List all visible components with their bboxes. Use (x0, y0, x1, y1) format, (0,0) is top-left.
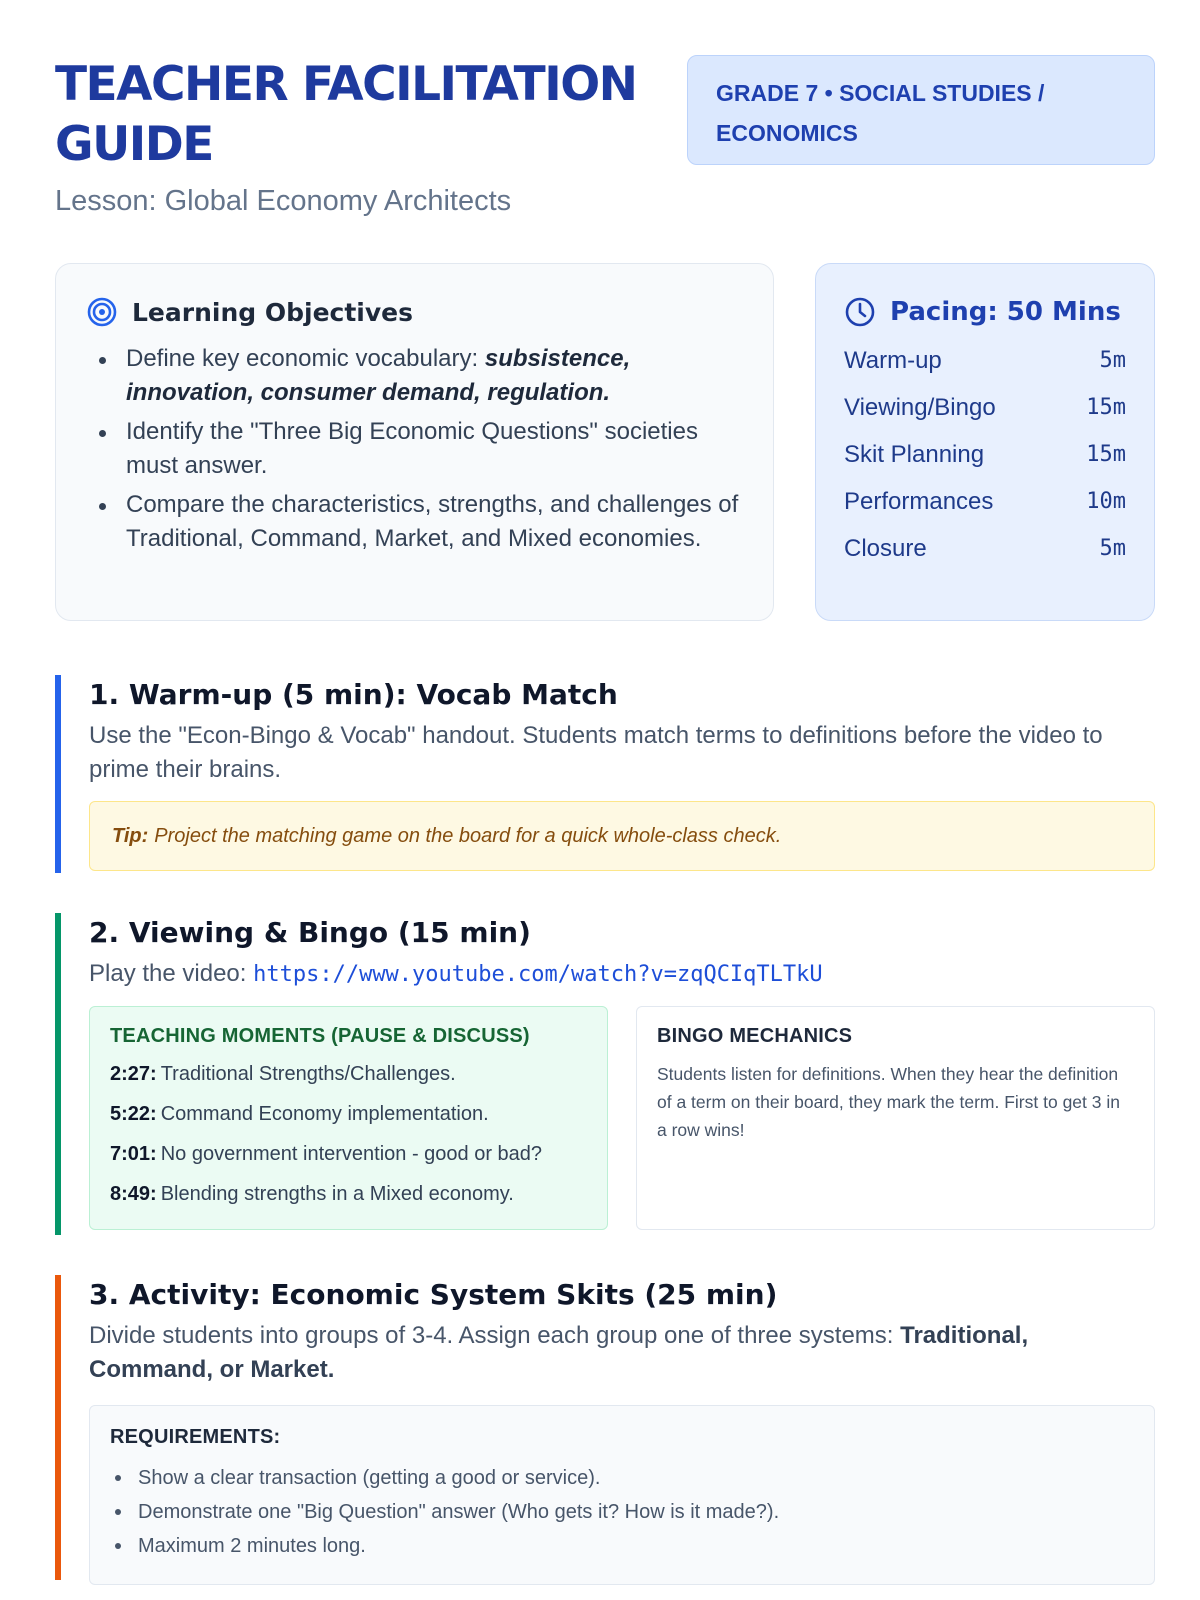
pacing-label: Viewing/Bingo (844, 393, 996, 421)
section-title: 3. Activity: Economic System Skits (25 min) (89, 1278, 778, 1311)
requirements-title: REQUIREMENTS: (110, 1426, 281, 1448)
objectives-title: Learning Objectives (132, 297, 413, 327)
pacing-minutes: 5m (1099, 348, 1126, 373)
section-accent-bar (55, 913, 61, 1235)
vocab-terms: subsistence, innovation, consumer demand, regulation. (126, 345, 631, 406)
tip-callout (89, 801, 1155, 871)
tip-text: Project the matching game on the board for a quick whole-class check. (154, 824, 782, 847)
viewing-columns (89, 1006, 1155, 1230)
teaching-moments-list (110, 1054, 587, 1214)
teaching-moment (110, 1134, 587, 1174)
section-accent-bar (55, 675, 61, 873)
pacing-label: Closure (844, 534, 927, 562)
activity-section (55, 1275, 1155, 1580)
lesson-subtitle: Lesson: Global Economy Architects (55, 185, 512, 217)
bingo-mechanics-text: Students listen for definitions. When they hear the definition of a term on their board, they mark the term. First to get 3 in a row wins! (657, 1064, 1120, 1140)
teaching-moment (110, 1094, 587, 1134)
teaching-moment (110, 1054, 587, 1094)
tip-label: Tip: (112, 824, 149, 847)
moment-text: Blending strengths in a Mixed economy. (160, 1183, 514, 1205)
pacing-minutes: 10m (1086, 489, 1126, 514)
grade-badge (687, 55, 1155, 165)
bingo-mechanics-box (636, 1006, 1155, 1230)
objective-item: Compare the characteristics, strengths, and challenges of Traditional, Command, Market, and Mixed economies. (86, 488, 743, 556)
pacing-minutes: 15m (1086, 395, 1126, 420)
section-title: 2. Viewing & Bingo (15 min) (89, 916, 531, 949)
pacing-list (844, 337, 1126, 572)
video-prompt: Play the video: (89, 960, 254, 987)
requirement-item: Maximum 2 minutes long. (110, 1529, 1134, 1563)
pacing-row (844, 337, 1126, 384)
pacing-label: Warm-up (844, 346, 942, 374)
pacing-heading (844, 294, 1126, 330)
objective-text: Define key economic vocabulary: (126, 345, 485, 372)
bingo-mechanics-title: BINGO MECHANICS (657, 1025, 853, 1047)
pacing-card (815, 263, 1155, 621)
requirements-box (89, 1405, 1155, 1585)
clock-icon (844, 296, 876, 328)
page-title: TEACHER FACILITATION GUIDE (55, 57, 637, 172)
pacing-minutes: 5m (1099, 536, 1126, 561)
requirement-item: Show a clear transaction (getting a good or service). (110, 1461, 1134, 1495)
pacing-row (844, 431, 1126, 478)
teaching-moments-box (89, 1006, 608, 1230)
teaching-moments-title: TEACHING MOMENTS (PAUSE & DISCUSS) (110, 1025, 530, 1047)
section-text (89, 1319, 1155, 1387)
moment-text: Traditional Strengths/Challenges. (160, 1063, 456, 1085)
pacing-label: Performances (844, 487, 994, 515)
learning-objectives-card (55, 263, 774, 621)
moment-timestamp: 7:01: (110, 1143, 157, 1165)
moment-text: Command Economy implementation. (160, 1103, 489, 1125)
target-icon (86, 296, 118, 328)
economic-systems: Traditional, Command, or Market. (89, 1322, 1029, 1383)
moment-timestamp: 8:49: (110, 1183, 157, 1205)
activity-instructions: Divide students into groups of 3-4. Assign each group one of three systems: (89, 1322, 901, 1349)
moment-timestamp: 2:27: (110, 1063, 157, 1085)
section-text (89, 957, 1155, 992)
video-link[interactable]: https://www.youtube.com/watch?v=zqQCIqTLTkU (253, 962, 823, 987)
pacing-minutes: 15m (1086, 442, 1126, 467)
objective-item: Identify the "Three Big Economic Questions" societies must answer. (86, 415, 743, 483)
objective-item (86, 342, 743, 410)
moment-text: No government intervention - good or bad? (160, 1143, 543, 1165)
teaching-moment (110, 1174, 587, 1214)
moment-timestamp: 5:22: (110, 1103, 157, 1125)
warmup-section (55, 675, 1155, 873)
pacing-label: Skit Planning (844, 440, 985, 468)
requirements-list (110, 1461, 1134, 1563)
pacing-row (844, 384, 1126, 431)
objectives-heading (86, 294, 743, 330)
section-accent-bar (55, 1275, 61, 1580)
pacing-row (844, 478, 1126, 525)
grade-badge-text: GRADE 7 • SOCIAL STUDIES / ECONOMICS (716, 80, 1045, 146)
objectives-list (86, 342, 743, 556)
viewing-section (55, 913, 1155, 1235)
page-header (55, 55, 1155, 218)
section-title: 1. Warm-up (5 min): Vocab Match (89, 678, 618, 711)
pacing-row (844, 525, 1126, 572)
requirement-item: Demonstrate one "Big Question" answer (Who gets it? How is it made?). (110, 1495, 1134, 1529)
pacing-title: Pacing: 50 Mins (890, 297, 1121, 327)
section-text: Use the "Econ-Bingo & Vocab" handout. Students match terms to definitions before the video to prime their brains. (89, 722, 1103, 783)
